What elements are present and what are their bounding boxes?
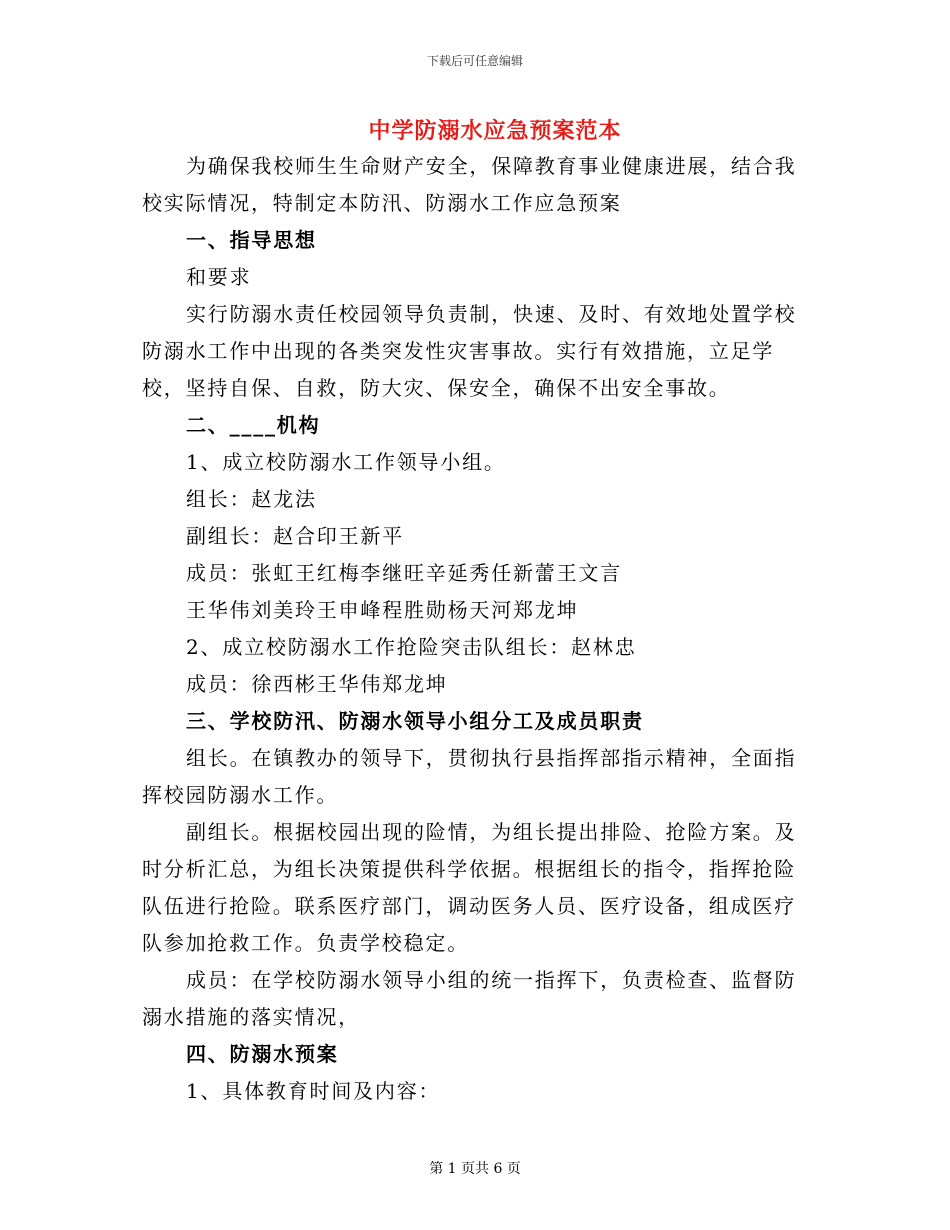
document-title: 中学防溺水应急预案范本 (368, 118, 622, 144)
section-heading-guiding-ideology: 一、指导思想 (186, 228, 317, 252)
section-heading-duties: 三、学校防汛、防溺水领导小组分工及成员职责 (186, 709, 644, 733)
intro-paragraph: 为确保我校师生生命财产安全，保障教育事业健康进展，结合我校实际情况，特制定本防汛、防溺水工作应急预案 (142, 154, 797, 215)
paragraph-deputy-duty: 副组长。根据校园出现的险情，为组长提出排险、抢险方案。及时分析汇总，为组长决策提供科学依据。根据组长的指令，指挥抢险队伍进行抢险。联系医疗部门，调动医务人员、医疗设备，组成医疗队参加抢救工作。负责学校稳定。 (142, 820, 797, 955)
paragraph-rescue-team: 2、成立校防溺水工作抢险突击队组长：赵林忠 (186, 635, 637, 659)
paragraph-requirements: 和要求 (186, 265, 252, 289)
paragraph-members-1: 成员：张虹王红梅李继旺辛延秀任新蕾王文言 (186, 561, 622, 585)
paragraph-leadership-group: 1、成立校防溺水工作领导小组。 (186, 450, 506, 474)
paragraph-member-duty: 成员：在学校防溺水领导小组的统一指挥下，负责检查、监督防溺水措施的落实情况， (142, 968, 797, 1029)
page-footer: 第 1 页共 6 页 (429, 1161, 521, 1177)
paragraph-group-leader: 组长：赵龙法 (186, 487, 317, 511)
paragraph-leader-duty: 组长。在镇教办的领导下，贯彻执行县指挥部指示精神，全面指挥校园防溺水工作。 (142, 746, 797, 807)
paragraph-education-schedule: 1、具体教育时间及内容： (186, 1079, 441, 1103)
header-note: 下载后可任意编辑 (426, 54, 523, 68)
section-heading-plan: 四、防溺水预案 (186, 1042, 339, 1066)
section-heading-organization: 二、____机构 (186, 413, 321, 437)
paragraph-responsibility: 实行防溺水责任校园领导负责制，快速、及时、有效地处置学校防溺水工作中出现的各类突发性灾害事故。实行有效措施，立足学校，坚持自保、自救，防大灾、保安全，确保不出安全事故。 (142, 302, 797, 400)
document-body (142, 148, 812, 1110)
paragraph-rescue-members: 成员：徐西彬王华伟郑龙坤 (186, 672, 448, 696)
paragraph-deputy-leader: 副组长：赵合印王新平 (186, 524, 404, 548)
paragraph-members-2: 王华伟刘美玲王申峰程胜勋杨天河郑龙坤 (186, 598, 579, 622)
